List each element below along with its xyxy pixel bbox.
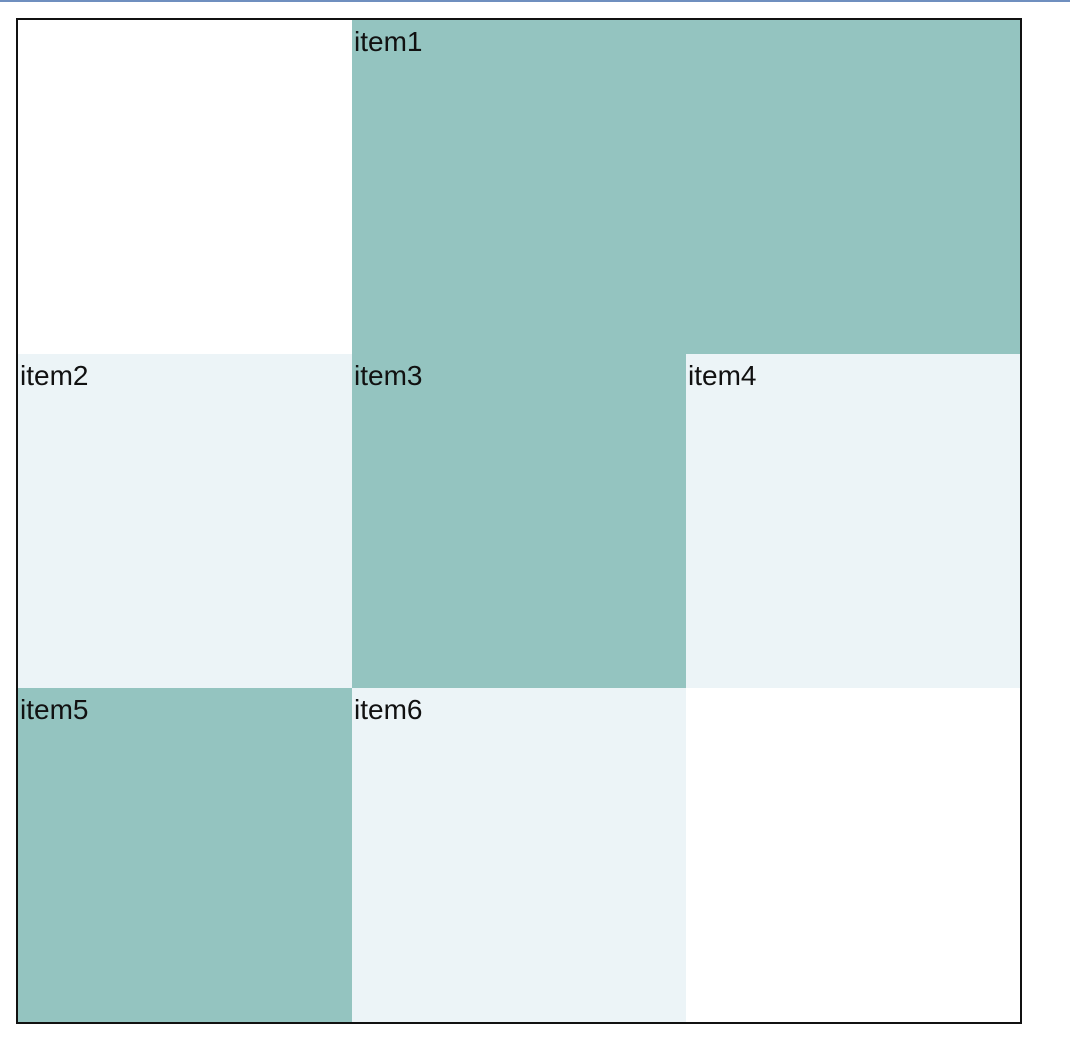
grid-item-5 [18,688,352,1022]
grid-item-label: item2 [20,360,89,391]
top-divider [0,0,1070,2]
grid-item-label: item3 [354,360,423,391]
grid-item-2 [18,354,352,688]
grid-item-label: item6 [354,694,423,725]
grid-item-4 [686,354,1020,688]
grid-item-1 [352,20,1020,354]
grid-item-6 [352,688,686,1022]
grid-item-label: item5 [20,694,89,725]
grid-item-label: item1 [354,26,423,57]
grid-item-label: item4 [688,360,757,391]
grid-item-3 [352,354,686,688]
grid-container [16,18,1022,1024]
